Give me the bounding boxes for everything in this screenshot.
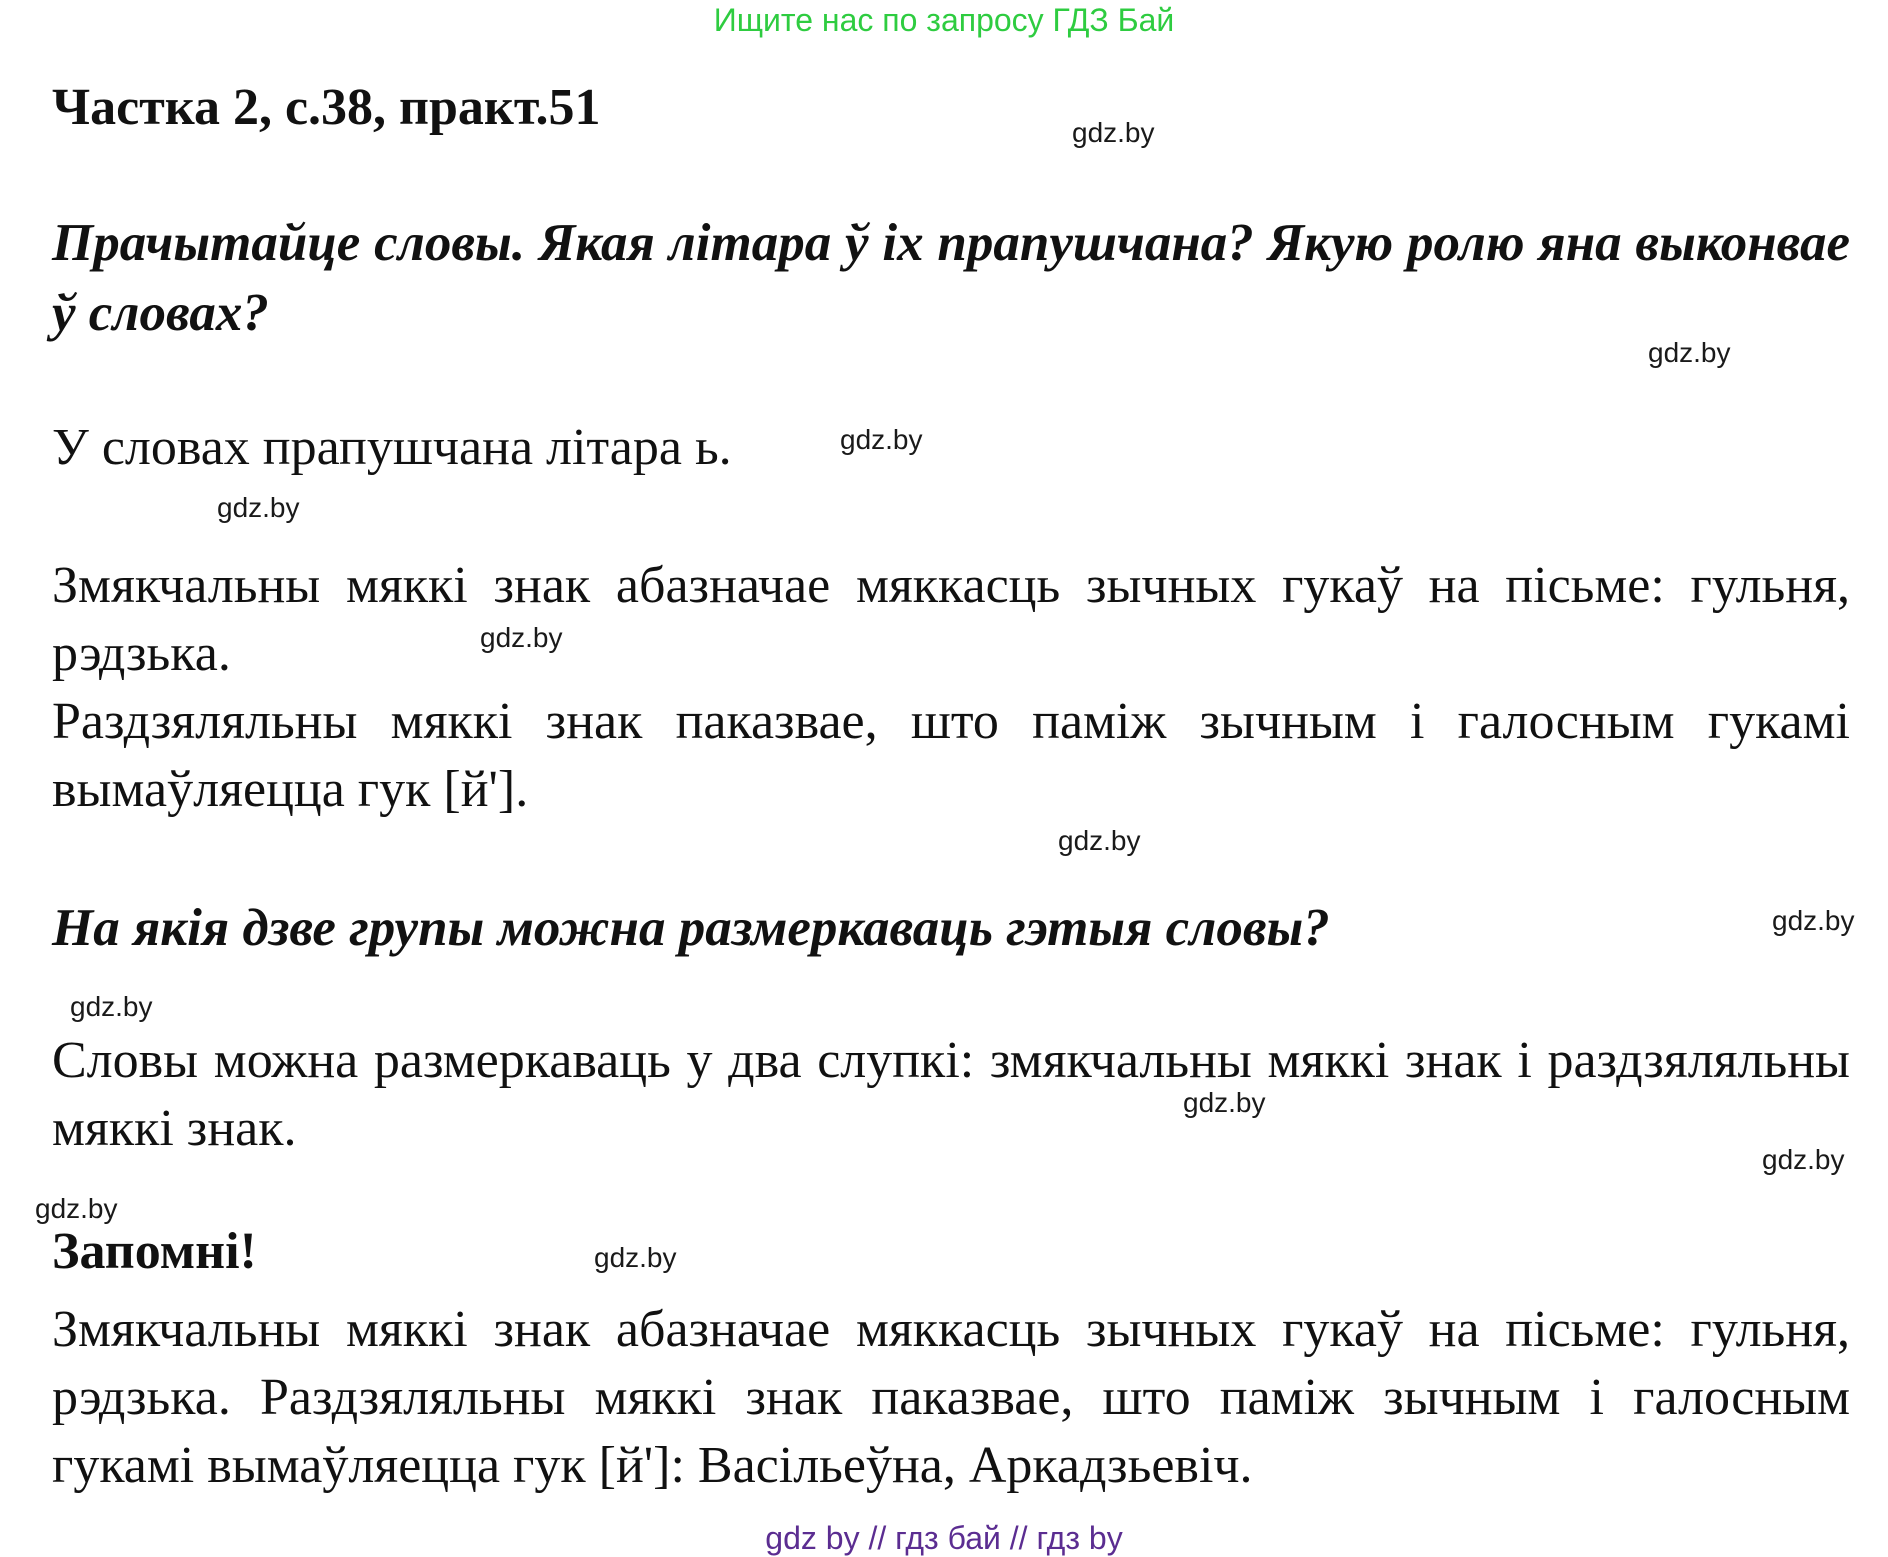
answer-1-separating-sign: Раздзяляльны мяккі знак паказвае, што паміж зычным і галосным гукамі вымаўляецца гук [й'].	[52, 693, 1850, 818]
watermark: gdz.by	[840, 424, 923, 455]
top-banner[interactable]: Ищите нас по запросу ГДЗ Бай	[713, 2, 1175, 38]
question-1: Прачытайце словы. Якая літара ў іх прапушчана? Якую ролю яна выконвае ў словах?	[52, 214, 1850, 342]
watermark: gdz.by	[480, 622, 563, 653]
answer-1-softening-sign: Змякчальны мяккі знак абазначае мяккасць зычных гукаў на пісьме: гульня, рэдзька.	[52, 557, 1850, 682]
answer-1-line-1: У словах прапушчана літара ь.	[52, 419, 732, 476]
watermark: gdz.by	[1072, 117, 1155, 148]
page-title: Частка 2, с.38, практ.51	[52, 79, 601, 136]
watermark: gdz.by	[594, 1242, 677, 1273]
watermark: gdz.by	[1183, 1087, 1266, 1118]
watermark: gdz.by	[1772, 905, 1855, 936]
watermark: gdz.by	[217, 492, 300, 523]
watermark: gdz.by	[1058, 825, 1141, 856]
watermark: gdz.by	[35, 1193, 118, 1224]
watermark: gdz.by	[1762, 1144, 1845, 1175]
remember-heading: Запомні!	[52, 1223, 257, 1280]
question-2: На якія дзве групы можна размеркаваць гэтыя словы?	[52, 899, 1330, 957]
answer-2: Словы можна размеркаваць у два слупкі: змякчальны мяккі знак і раздзяляльны мяккі знак.	[52, 1032, 1850, 1157]
remember-text: Змякчальны мяккі знак абазначае мяккасць зычных гукаў на пісьме: гульня, рэдзька. Раздзяляльны мяккі знак паказвае, што паміж зычным і галосным гукамі вымаўляецца гук [й']: Васільеўна, Аркадзьевіч.	[52, 1301, 1850, 1494]
watermark: gdz.by	[70, 991, 153, 1022]
watermark: gdz.by	[1648, 337, 1731, 368]
footer-links[interactable]: gdz by // гдз бай // гдз by	[765, 1520, 1123, 1556]
